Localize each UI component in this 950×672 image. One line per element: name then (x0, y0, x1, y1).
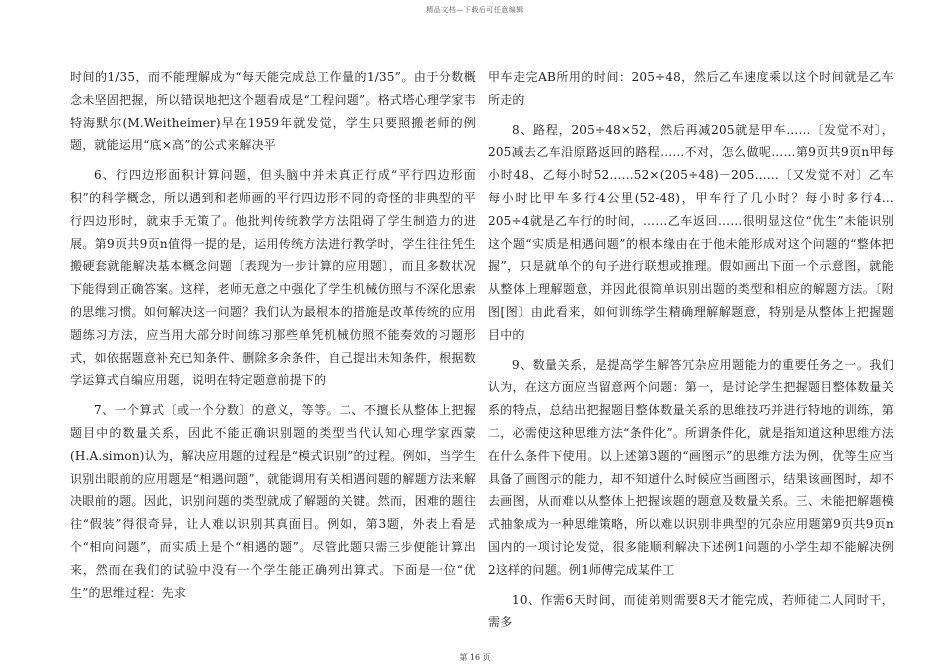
paragraph: 甲车走完AB所用的时间：205÷48，然后乙车速度乘以这个时间就是乙车所走的 (488, 70, 894, 107)
page-number: 第 16 页 (459, 653, 491, 662)
page-header: 精品文档—下载后可任意编辑 (426, 6, 524, 14)
paragraph: 8、路程，205÷48×52，然后再减205就是甲车……〔发觉不对〕，205减去乙车沿原路返回的路程……不对，怎么做呢……第9页共9页n甲每小时48、乙每小时52……52×(205÷48)－205……〔又发觉不对〕乙车每小时比甲车多行4公里(52-48)，甲车行了几小时？每小时多行4…205÷4就是乙车行的时间，……乙车返回……很明显这位“优生”未能识别这个题“实质是相遇问题”的根本缘由在于他未能形成对这个问题的“整体把握”，只是就单个的句子进行联想或推理。假如画出下面一个示意图，就能从整体上理解题意，并因此很简单识别出题的类型和相应的解题方法。〔附图[图〕由此看来，如何训练学生精确理解解题意，特别是从整体上把握题目中的 (488, 122, 894, 342)
left-column (70, 66, 476, 604)
paragraph: 9、数量关系，是提高学生解答冗杂应用题能力的重要任务之一。我们认为，在这方面应当留意两个问题：第一，是讨论学生把握题目整体数量关系的特点，总结出把握题目整体数量关系的思维技巧并进行特地的训练，第二，必需使这种思维方法“条件化”。所谓条件化，就是指知道这种思维方法在什么条件下使用。以上述第3题的“画图示”的思维方法为例，优等生应当具备了画图示的能力，却不知道什么时候应当画图示，结果该画图时，却不去画图，从而难以从整体上把握该题的题意及数量关系。三、未能把解题模式抽象成为一种思维策略，所以难以识别非典型的冗杂应用题第9页共9页n国内的一项讨论发觉，很多能顺利解决下述例1问题的小学生却不能解决例2这样的问题。例1师傅完成某件工 (488, 357, 894, 577)
right-column (488, 66, 894, 634)
paragraph: 10、作需6天时间，而徒弟则需要8天才能完成，若师徒二人同时干，需多 (488, 592, 894, 630)
paragraph: 时间的1/35，而不能理解成为“每天能完成总工作量的1/35”。由于分数概念未坚固把握，所以错误地把这个题看成是“工程问题”。格式塔心理学家韦特海默尔(M.Weitheimer)早在1959年就发觉，学生只要照搬老师的例题，就能运用“底×高”的公式来解决平 (70, 70, 476, 153)
paragraph: 7、一个算式〔或一个分数〕的意义，等等。二、不擅长从整体上把握题目中的数量关系，因此不能正确识别题的类型当代认知心理学家西蒙(H.A.simon)认为，解决应用题的过程是“模式识别”的过程。例如，当学生识别出眼前的应用题是“相遇问题”，就能调用有关相遇问题的解题方法来解决眼前的题。因此，识别问题的类型就成了解题的关键。然而，困难的题往往“假装”得很奇异，让人难以识别其真面目。例如，第3题，外表上看是个“相向问题”，而实质上是个“相遇的题”。尽管此题只需三步便能计算出来，然而在我们的试验中没有一个学生能正确列出算式。下面是一位“优生”的思维过程：先求 (70, 403, 476, 600)
paragraph: 6、行四边形面积计算问题，但头脑中并未真正行成“平行四边形面积”的科学概念，所以遇到和老师画的平行四边形不同的奇怪的非典型的平行四边形时，就束手无策了。他批判传统教学方法阻碍了学生制造力的进展。第9页共9页n值得一提的是，运用传统方法进行教学时，学生往往凭生搬硬套就能解决基本概念问题〔表现为一步计算的应用题〕，而且多数状况下能得到正确答案。这样，老师无意之中强化了学生机械仿照与不深化思索的思维习惯。如何解决这一问题？我们认为最根本的措施是改革传统的应用题练习方法，应当用大部分时间练习那些单凭机械仿照不能奏效的习题形式，如依据题意补充已知条件、删除多余条件，自己提出未知条件，根据数学运算式自编应用题，说明在特定题意前提下的 (70, 168, 476, 388)
